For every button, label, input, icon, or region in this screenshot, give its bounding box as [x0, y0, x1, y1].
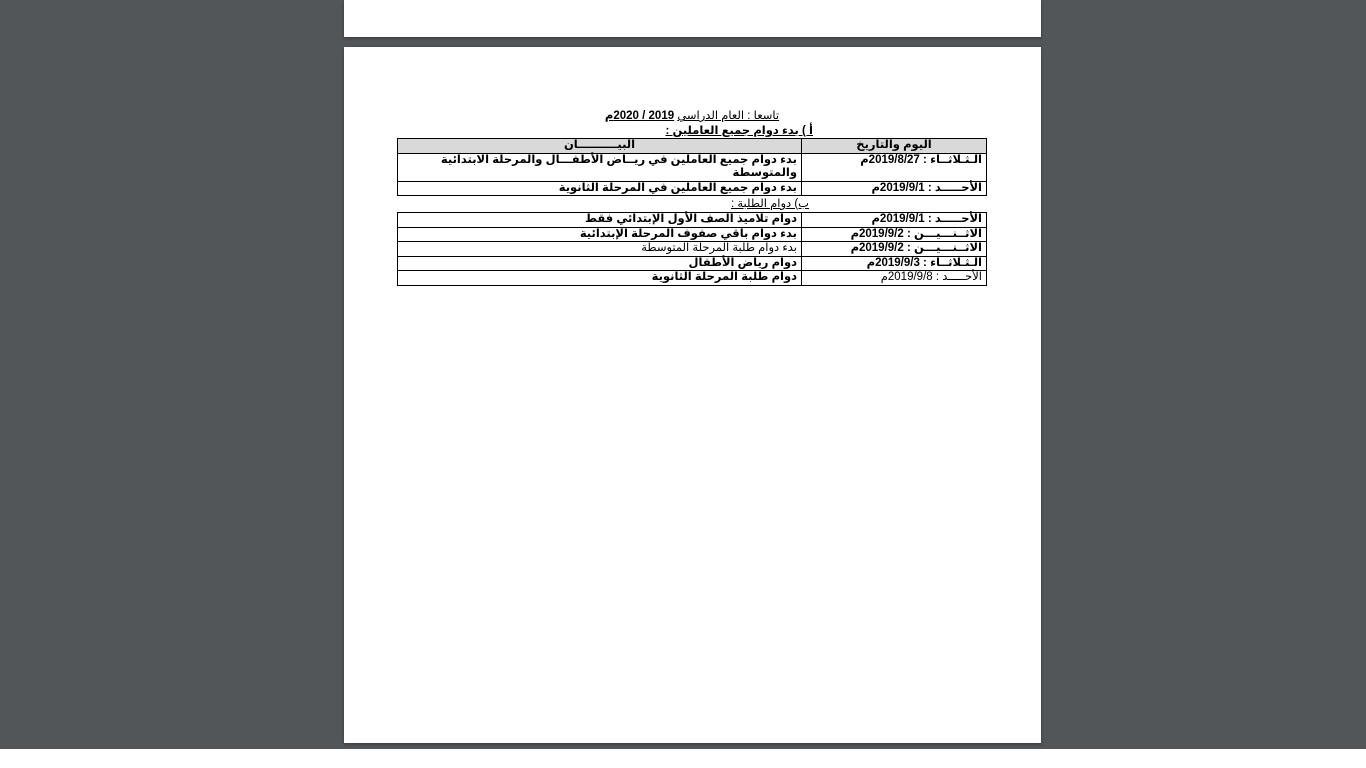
table-row	[398, 227, 987, 242]
cell-description: بدء دوام باقي صفوف المرحلة الإبتدائية	[398, 227, 802, 242]
cell-date: الأحـــــد : 2019/9/8م	[802, 271, 987, 286]
document-content	[397, 109, 987, 286]
cell-date: الـثـلاثــاء : 2019/9/3م	[802, 256, 987, 271]
section-title-label: تاسعا : العام الدراسي	[677, 110, 780, 122]
cell-date: الاثــنـــيـــن : 2019/9/2م	[802, 242, 987, 257]
staff-schedule-table	[397, 138, 987, 196]
cell-description: بدء دوام طلبة المرحلة المتوسطة	[398, 242, 802, 257]
section-title-year: 2019 / 2020م	[604, 110, 675, 122]
column-header-date: اليوم والتاريخ	[802, 139, 987, 154]
part-a-heading: أ ) بدء دوام جميع العاملين :	[665, 125, 813, 137]
table-row	[398, 271, 987, 286]
table-row	[398, 256, 987, 271]
table-row	[398, 242, 987, 257]
cell-date: الـثـلاثــاء : 2019/8/27م	[802, 153, 987, 181]
cell-description: بدء دوام جميع العاملين في ريــاض الأطفـــال والمرحلة الابتدائية والمتوسطة	[398, 153, 802, 181]
cell-date: الاثــنـــيـــن : 2019/9/2م	[802, 227, 987, 242]
cell-date: الأحـــــد : 2019/9/1م	[802, 181, 987, 196]
column-header-description: البيــــــــــان	[398, 139, 802, 154]
table-row	[398, 181, 987, 196]
table-row	[398, 153, 987, 181]
previous-page	[344, 0, 1041, 37]
cell-description: بدء دوام جميع العاملين في المرحلة الثانوية	[398, 181, 802, 196]
students-schedule-table	[397, 212, 987, 286]
cell-date: الأحـــــد : 2019/9/1م	[802, 213, 987, 228]
section-title	[397, 109, 987, 123]
cell-description: دوام طلبة المرحلة الثانوية	[398, 271, 802, 286]
cell-description: دوام تلاميذ الصف الأول الإبتدائي فقط	[398, 213, 802, 228]
table-row	[398, 213, 987, 228]
current-page	[344, 47, 1041, 743]
cell-description: دوام رياض الأطفال	[398, 256, 802, 271]
table-header-row	[398, 139, 987, 154]
part-b-heading: ب) دوام الطلبة :	[730, 198, 809, 210]
